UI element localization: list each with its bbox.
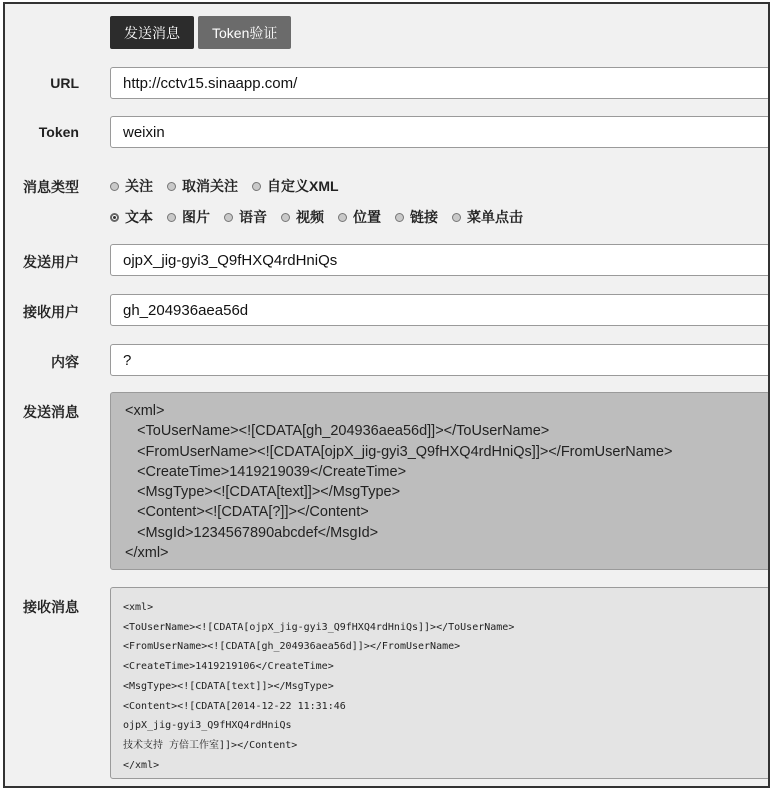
radio-dot-icon: [395, 213, 404, 222]
token-input[interactable]: weixin: [110, 116, 770, 148]
radio-label: 取消关注: [182, 178, 238, 194]
send-message-label: 发送消息: [23, 404, 79, 420]
radio-image[interactable]: [167, 207, 210, 227]
radio-video[interactable]: [281, 207, 324, 227]
tab-send-message[interactable]: 发送消息: [110, 16, 194, 49]
radio-link[interactable]: [395, 207, 438, 227]
tab-token-verify[interactable]: Token验证: [198, 16, 291, 49]
radio-dot-icon: [252, 182, 261, 191]
radio-custom-xml[interactable]: [252, 176, 339, 196]
radio-label: 文本: [125, 209, 153, 225]
radio-voice[interactable]: [224, 207, 267, 227]
radio-menu-click[interactable]: [452, 207, 523, 227]
radio-label: 位置: [353, 209, 381, 225]
radio-location[interactable]: [338, 207, 381, 227]
radio-label: 自定义XML: [267, 178, 339, 194]
radio-dot-icon: [167, 213, 176, 222]
receive-message-xml[interactable]: <xml> <ToUserName><![CDATA[ojpX_jig-gyi3_Q9fHXQ4rdHniQs]]></ToUserName> <FromUserName><![CDATA[gh_204936aea56d]]></FromUserName> <CreateTime>1419219106</CreateTime> <MsgType><![CDATA[text]]></MsgType> <Content><![CDATA[2014-12-22 11:31:46 ojpX_jig-gyi3_Q9fHXQ4rdHniQs 技术支持 方倍工作室]]></Content> </xml>: [110, 587, 770, 779]
url-label: URL: [50, 75, 79, 91]
radio-dot-checked-icon: [110, 213, 119, 222]
radio-dot-icon: [167, 182, 176, 191]
message-type-radio-group: [110, 207, 523, 227]
radio-label: 关注: [125, 178, 153, 194]
radio-text[interactable]: [110, 207, 153, 227]
content-input[interactable]: ?: [110, 344, 770, 376]
tab-bar: [110, 16, 291, 49]
to-user-input[interactable]: gh_204936aea56d: [110, 294, 770, 326]
radio-dot-icon: [338, 213, 347, 222]
event-type-radio-group: [110, 176, 339, 196]
msg-type-label: 消息类型: [23, 179, 79, 195]
radio-label: 视频: [296, 209, 324, 225]
send-message-xml[interactable]: <xml> <ToUserName><![CDATA[gh_204936aea56d]]></ToUserName> <FromUserName><![CDATA[ojpX_jig-gyi3_Q9fHXQ4rdHniQs]]></FromUserName> <CreateTime>1419219039</CreateTime> <MsgType><![CDATA[text]]></MsgType> <Content><![CDATA[?]]></Content> <MsgId>1234567890abcdef</MsgId> </xml>: [110, 392, 770, 570]
radio-label: 菜单点击: [467, 209, 523, 225]
radio-label: 链接: [410, 209, 438, 225]
radio-subscribe[interactable]: [110, 176, 153, 196]
url-input[interactable]: http://cctv15.sinaapp.com/: [110, 67, 770, 99]
from-user-input[interactable]: ojpX_jig-gyi3_Q9fHXQ4rdHniQs: [110, 244, 770, 276]
radio-dot-icon: [110, 182, 119, 191]
radio-dot-icon: [281, 213, 290, 222]
to-user-label: 接收用户: [23, 304, 79, 320]
radio-label: 语音: [239, 209, 267, 225]
wechat-debug-panel: [3, 2, 770, 788]
radio-unsubscribe[interactable]: [167, 176, 238, 196]
from-user-label: 发送用户: [23, 254, 79, 270]
radio-dot-icon: [224, 213, 233, 222]
radio-dot-icon: [452, 213, 461, 222]
receive-message-label: 接收消息: [23, 599, 79, 615]
radio-label: 图片: [182, 209, 210, 225]
token-label: Token: [38, 124, 79, 140]
content-label: 内容: [51, 354, 79, 370]
